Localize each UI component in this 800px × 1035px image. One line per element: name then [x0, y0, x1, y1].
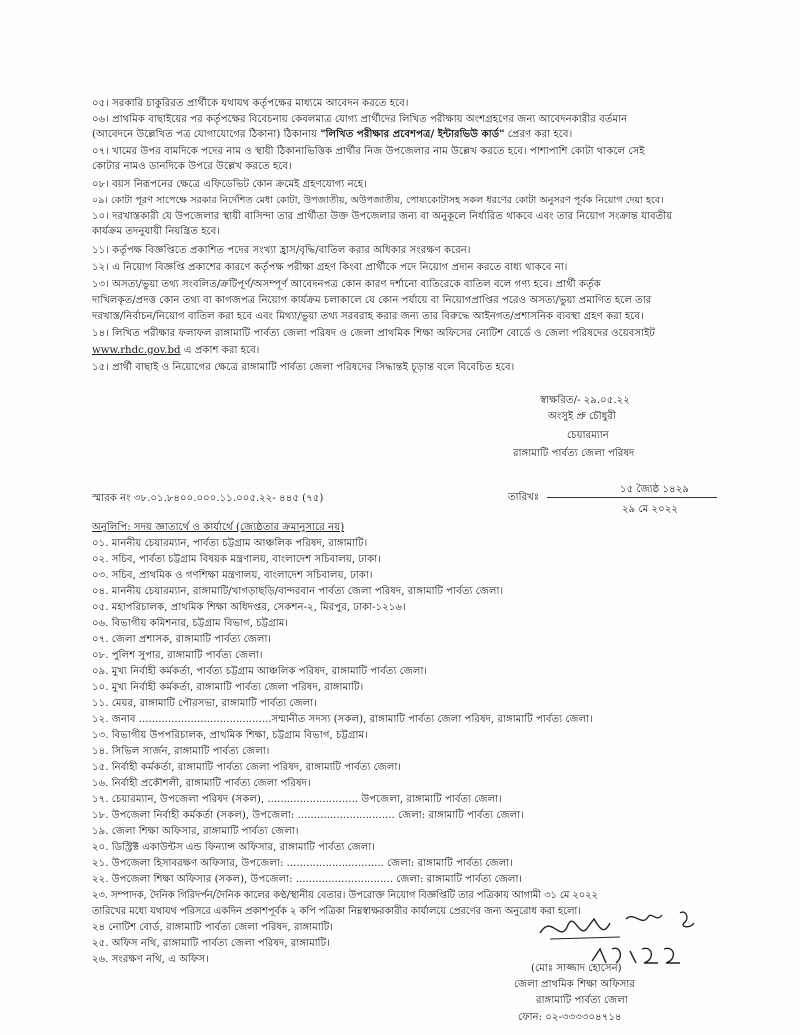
- list-item: ১১. মেয়র, রাঙ্গামাটি পৌরসভা, রাঙ্গামাটি পার্বত্য জেলা।: [92, 698, 317, 709]
- list-item: ২৩. সম্পাদক, দৈনিক গিরিদর্পন/দৈনিক কালের কণ্ঠ/স্থানীয় বেতার। উপরোক্ত নিয়োগ বিজ্ঞপ্তিটি তার পত্রিকায় আগামী ৩১ মে ২০২২: [92, 890, 598, 901]
- list-item: ০৮. পুলিশ সুপার, রাঙ্গামাটি পার্বত্য জেলা।: [92, 650, 263, 661]
- signatory-title: চেয়ারম্যান: [567, 430, 609, 441]
- list-item: ১৭. চেয়ারম্যান, উপজেলা পরিষদ (সকল), ............................ উপজেলা, রাঙ্গামাটি পার্বত্য জেলা।: [92, 794, 502, 805]
- clause-06: ০৬। প্রাথমিক বাছাইয়ের পর কর্তৃপক্ষের বিবেচনায় কেবলমাত্র যোগ্য প্রার্থীদের লিখিত পরীক্ষায় অংশগ্রহণের জন্য আবেদনকারীর বর্তমান: [92, 114, 628, 125]
- clause-15: ১৫। প্রার্থী বাছাই ও নিয়োগের ক্ষেত্রে রাঙ্গামাটি পার্বত্য জেলা পরিষদের সিদ্ধান্তই চূড়ান্ত বলে বিবেচিত হবে।: [92, 362, 515, 373]
- date-bangla: ১৫ জ্যৈষ্ঠ ১৪২৯: [620, 484, 689, 495]
- officer-title: জেলা প্রাথমিক শিক্ষা অফিসার: [514, 979, 635, 990]
- list-item-cont: তারিখের মধ্যে যথাযথ পরিসরে একদিন প্রকাশপূর্বক ২ কপি পত্রিকা নিম্নস্বাক্ষরকারীর কার্যালয়ে প্রেরণের জন্য অনুরোধ করা হলো।: [92, 906, 581, 917]
- list-item: ২২. উপজেলা শিক্ষা অফিসার (সকল), উপজেলা: .............................. জেলা: রাঙ্গামাটি পার্বত্য জেলা।: [92, 874, 523, 885]
- list-item: ১০. মুখ্য নির্বাহী কর্মকর্তা, রাঙ্গামাটি পার্বত্য জেলা পরিষদ, রাঙ্গামাটি।: [92, 682, 364, 693]
- list-item: ২৪ নোটিশ বোর্ড, রাঙ্গামাটি পার্বত্য জেলা পরিষদ, রাঙ্গামাটি।: [92, 922, 333, 933]
- list-item: ০৭. জেলা প্রশাসক, রাঙ্গামাটি পার্বত্য জেলা।: [92, 634, 272, 645]
- clause-07-cont: কোটার নামও ডানদিকে উপরে উল্লেখ করতে হবে।: [92, 161, 292, 172]
- officer-office: রাঙ্গামাটি পার্বত্য জেলা: [536, 995, 628, 1006]
- signatory-office: রাঙ্গামাটি পার্বত্য জেলা পরিষদ: [513, 448, 635, 459]
- list-item: ১৩. বিভাগীয় উপপরিচালক, প্রাথমিক শিক্ষা, চট্টগ্রাম বিভাগ, চট্টগ্রাম।: [92, 730, 368, 741]
- date-divider: [547, 497, 717, 498]
- signed-date: স্বাক্ষরিত/- ২৯.০৫.২২: [540, 395, 630, 406]
- officer-phone: ফোন: ০২-৩৩৩৩০৪৭১৪: [518, 1012, 622, 1023]
- officer-name: (মোঃ সাজ্জাদ হোসেন): [531, 963, 622, 974]
- clause-08: ০৮। বয়স নিরূপনের ক্ষেত্রে এফিডেভিট কোন ক্রমেই গ্রহণযোগ্য নহে।: [92, 179, 367, 190]
- list-item: ১৪. সিভিল সার্জন, রাঙ্গামাটি পার্বত্য জেলা।: [92, 746, 270, 757]
- list-item: ০৫. মহাপরিচালক, প্রাথমিক শিক্ষা অধিদপ্তর, সেকশন-২, মিরপুর, ঢাকা-১২১৬।: [92, 602, 406, 613]
- copy-heading: অনুলিপি: সদয় জ্ঞাতার্থে ও কার্যার্থে (জ্যেষ্ঠতার ক্রমানুসারে নয়): [92, 522, 345, 533]
- clause-10: ১০। দরখাস্তকারী যে উপজেলার স্থায়ী বাসিন্দা তার প্রার্থীতা উক্ত উপজেলার জন্য বা অনুকূলে নির্ধারিত থাকবে এবং তার নিয়োগ সংক্রান্ত যাবতীয়: [92, 211, 673, 222]
- clause-13: ১৩। অসত্য/ভুয়া তথ্য সংবলিত/ক্রটিপূর্ণ/অসম্পূর্ণ আবেদনপত্র কোন কারণ দর্শানো ব্যতিরেকে বাতিল বলে গণ্য হবে। প্রার্থী কর্তৃক: [92, 279, 601, 290]
- list-item: ২০. ডিস্ট্রিক্ট একাউন্টস এন্ড ফিন্যান্স অফিসার, রাঙ্গামাটি পার্বত্য জেলা।: [92, 842, 375, 853]
- list-item: ০২. সচিব, পার্বত্য চট্টগ্রাম বিষয়ক মন্ত্রণালয়, বাংলাদেশ সচিবালয়, ঢাকা।: [92, 554, 381, 565]
- website-link[interactable]: www.rhdc.gov.bd: [92, 345, 181, 356]
- list-item: ০৯. মুখ্য নির্বাহী কর্মকর্তা, পার্বত্য চট্টগ্রাম আঞ্চলিক পরিষদ, রাঙ্গামাটি পার্বত্য জেলা।: [92, 666, 428, 677]
- clause-09: ০৯। কোটা পূরণ সাপেক্ষে সরকার নির্দেশিত মেধা কোটা, উপজাতীয়, অউপজাতীয়, পোষ্যকোটাসহ সকল ধরণের কোটা অনুসরণ পূর্বক নিয়োগ দেয়া হবে।: [92, 195, 664, 206]
- memo-number: স্মারক নং ৩৮.০১.৮৪০০.০০০.১১.০০৫.২২- ৪৪৫ (৭৫): [92, 493, 324, 504]
- list-item: ১৬. নির্বাহী প্রকৌশলী, রাঙ্গামাটি পার্বত্য জেলা পরিষদ।: [92, 778, 311, 789]
- clause-13-cont-1: দাখিলকৃত/প্রদত্ত কোন তথ্য বা কাগজপত্র নিয়োগ কার্যক্রম চলাকালে যে কোন পর্যায়ে বা নিয়োগপ্রাপ্তির পরেও অসত্য/ভুয়া প্রমাণিত হলে তার: [92, 295, 652, 306]
- clause-05: ০৫। সরকারি চাকুরিরত প্রার্থীকে যথাযথ কর্তৃপক্ষের মাধ্যমে আবেদন করতে হবে।: [92, 98, 409, 109]
- list-item: ২৬. সংরক্ষণ নথি, এ অফিস।: [92, 954, 209, 965]
- clause-14: ১৪। লিখিত পরীক্ষার ফলাফল রাঙ্গামাটি পার্বত্য জেলা পরিষদ ও জেলা প্রাথমিক শিক্ষা অফিসের নোটিশ বোর্ডে ও জেলা পরিষদের ওয়েবসাইট: [92, 328, 655, 339]
- list-item: ২৫. অফিস নথি, রাঙ্গামাটি পার্বত্য জেলা পরিষদ, রাঙ্গামাটি।: [92, 938, 330, 949]
- list-item: ০৬. বিভাগীয় কমিশনার, চট্টগ্রাম বিভাগ, চট্টগ্রাম।: [92, 618, 289, 629]
- list-item: ০৪. মাননীয় চেয়ারম্যান, রাঙ্গামাটি/খাগড়াছড়ি/বান্দরবান পার্বত্য জেলা পরিষদ, রাঙ্গামাটি পার্বত্য জেলা।: [92, 586, 504, 597]
- clause-13-cont-2: দরখাস্ত/নির্বাচন/নিয়োগ বাতিল করা হবে এবং মিথ্যা/ভুয়া তথ্য সরবরাহ করার জন্য তার বিরুদ্ধে আইনগত/প্রশাসনিক ব্যবস্থা গ্রহণ করা হবে।: [92, 311, 644, 322]
- clause-07: ০৭। খামের উপর বামদিকে পদের নাম ও স্থায়ী ঠিকানাভিত্তিক প্রার্থীর নিজ উপজেলার নাম উল্লেখ করতে হবে। পাশাপাশি কোটা থাকলে সেই: [92, 146, 645, 157]
- date-english: ২৯ মে ২০২২: [622, 504, 678, 515]
- date-label: তারিখঃ: [508, 492, 540, 503]
- clause-06-cont: (আবেদনে উল্লেখিত পত্র যোগাযোগের ঠিকানা) ঠিকানায় "লিখিত পরীক্ষার প্রবেশপত্র/ ইন্টারভিউ কার্ড" প্রেরণ করা হবে।: [92, 128, 573, 140]
- clause-11: ১১। কর্তৃপক্ষ বিজ্ঞপ্তিতে প্রকাশিত পদের সংখ্যা হ্রাস/বৃদ্ধি/বাতিল করার অধিকার সংরক্ষণ করেন।: [92, 245, 471, 256]
- list-item: ১৮. উপজেলা নির্বাহী কর্মকর্তা (সকল), উপজেলা: .............................. জেলা: রাঙ্গামাটি পার্বত্য জেলা।: [92, 810, 524, 821]
- clause-10-cont: কার্যক্রম তদনুযায়ী নিয়ন্ত্রিত হবে।: [92, 226, 221, 237]
- list-item: ০১. মাননীয় চেয়ারম্যান, পার্বত্য চট্টগ্রাম আঞ্চলিক পরিষদ, রাঙ্গামাটি।: [92, 538, 368, 549]
- list-item: ১৯. জেলা শিক্ষা অফিসার, রাঙ্গামাটি পার্বত্য জেলা।: [92, 826, 299, 837]
- clause-12: ১২। এ নিয়োগ বিজ্ঞপ্তি প্রকাশের কারণে কর্তৃপক্ষ পরীক্ষা গ্রহণ কিংবা প্রার্থীকে পদে নিয়োগ প্রদান করতে বাধ্য থাকবে না।: [92, 262, 568, 273]
- list-item: ০৩. সচিব, প্রাথমিক ও গণশিক্ষা মন্ত্রণালয়, বাংলাদেশ সচিবালয়, ঢাকা।: [92, 570, 373, 581]
- list-item: ১২. জনাব .........................................সম্মানীত সদস্য (সকল), রাঙ্গামাটি পার্বত্য জেলা পরিষদ, রাঙ্গামাটি পার্বত্য জেলা।: [92, 714, 593, 725]
- list-item: ১৫. নির্বাহী কর্মকর্তা, রাঙ্গামাটি পার্বত্য জেলা পরিষদ, রাঙ্গামাটি পার্বত্য জেলা।: [92, 762, 402, 773]
- list-item: ২১. উপজেলা হিসাবরক্ষণ অফিসার, উপজেলা: .............................. জেলা: রাঙ্গামাটি পার্বত্য জেলা।: [92, 858, 513, 869]
- signatory-name: অংসুই প্রু চৌধুরী: [548, 411, 616, 422]
- clause-14-cont: www.rhdc.gov.bd এ প্রকাশ করা হবে।: [92, 345, 260, 356]
